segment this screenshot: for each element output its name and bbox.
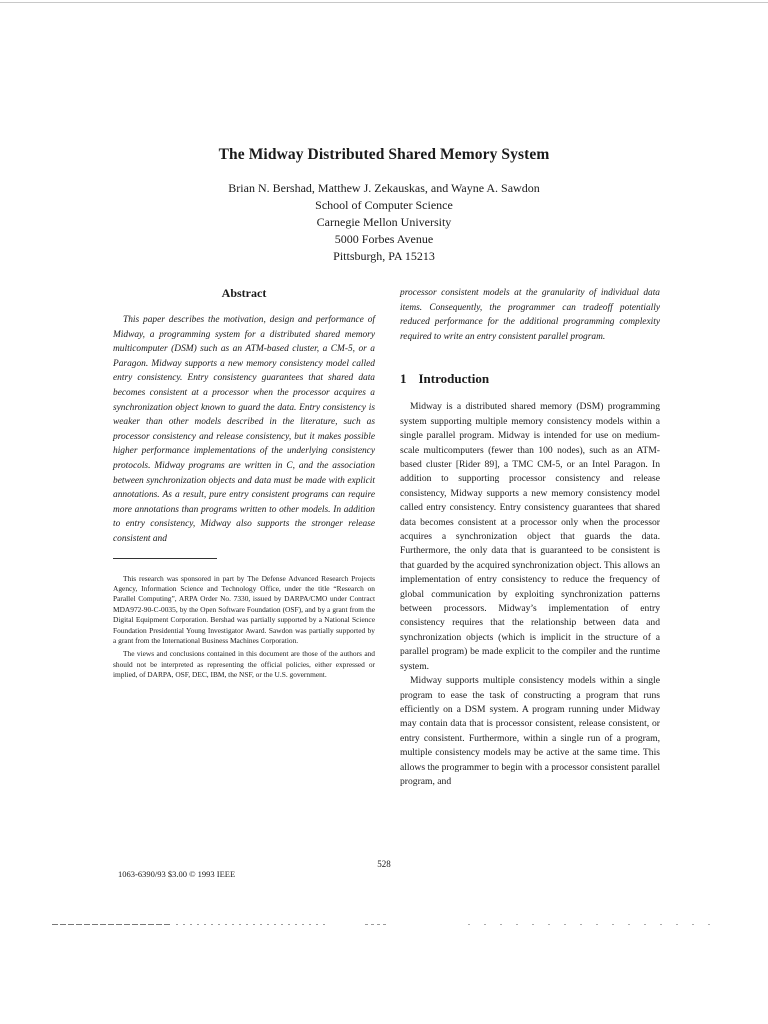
scan-artifact-line: [468, 924, 718, 925]
right-column: [400, 286, 660, 789]
abstract-text: This paper describes the motivation, design and performance of Midway, a programming system for a distributed shared memory multicomputer (DSM) such as an ATM-based cluster, a CM-5, or a Paragon. Midway supports a new memory consistency model called entry consistency. Entry consistency guarantees that shared data becomes consistent at a processor when the processor acquires a synchronization object known to guard the data. Entry consistency is weaker than other models described in the literature, such as processor consistency and release consistency, but it makes possible higher performance implementations of the underlying consistency protocols. Midway programs are written in C, and the association between synchronization objects and data must be made with explicit annotations. As a result, pure entry consistent programs can require more annotations than programs written to other models. In addition to entry consistency, Midway also supports the stronger release consistent and: [113, 315, 375, 544]
scan-artifact-line: [52, 924, 172, 925]
affiliation-line: School of Computer Science: [315, 198, 453, 212]
intro-paragraph: Midway supports multiple consistency models within a single program to ease the task of constructing a program that runs efficiently on a DSM system. A program running under Midway may contain data that is processor consistent, release consistent, or entry consistent. Furthermore, within a single run of a program, multiple consistency models may be active at the same time. This allows the programmer to begin with a processor consistent parallel program, and: [400, 675, 660, 787]
scan-artifact-line: [176, 924, 326, 925]
section-heading-introduction: [400, 371, 660, 387]
scan-artifact-line: [365, 924, 389, 925]
abstract-continuation: processor consistent models at the granularity of individual data items. Consequently, the programmer can tradeoff potentially reduced performance for the additional programming complexity required to write an entry consistent parallel program.: [400, 288, 660, 342]
intro-paragraph: Midway is a distributed shared memory (DSM) programming system supporting multiple memory consistency models within a single parallel program. Midway is intended for use on medium-scale multicomputers (fewer than 100 nodes), such as an ATM-based cluster [Rider 89], a TMC CM-5, or an Intel Paragon. In addition to supporting processor consistency and release consistency, Midway supports a new memory consistency model called entry consistency. Entry consistency guarantees that shared data becomes consistent at a processor only when the processor acquires a synchronization object that guards the data. Furthermore, the only data that is guaranteed to be consistent is that guarded by the acquired synchronization object. This allows an implementation of entry consistency to reduce the frequency of global communication by exploiting synchronization patterns between processors. Midway’s implementation of entry consistency requires that the relationship between data and synchronization objects (which is implicit in the structure of a parallel program) be made explicit to the compiler and the runtime system.: [400, 401, 660, 672]
scan-top-rule: [0, 2, 768, 3]
left-column: [113, 286, 375, 684]
footnote-divider: [113, 558, 217, 559]
abstract-heading: Abstract: [221, 286, 267, 300]
footnote-disclaimer: The views and conclusions contained in this document are those of the authors and should not be interpreted as representing the official policies, either expressed or implied, of DARPA, OSF, DEC, IBM, the NSF, or the U.S. government.: [113, 649, 375, 680]
footnote-funding: This research was sponsored in part by The Defense Advanced Research Projects Agency, Information Science and Technology Office, under the title “Research on Parallel Computing”, ARPA Order No. 7330, issued by DARPA/CMO under Contract MDA972-90-C-0035, by the Open Software Foundation (OSF), and by a grant from the Digital Equipment Corporation. Bershad was partially supported by a National Science Foundation Presidential Young Investigator Award. Sawdon was partially supported by a grant from the International Business Machines Corporation.: [113, 573, 375, 645]
affiliation-line: Carnegie Mellon University: [316, 215, 452, 229]
paper-title: The Midway Distributed Shared Memory System: [218, 146, 550, 163]
author-block: [0, 180, 768, 265]
author-names: Brian N. Bershad, Matthew J. Zekauskas, and Wayne A. Sawdon: [228, 181, 540, 195]
copyright-notice: 1063-6390/93 $3.00 © 1993 IEEE: [118, 869, 236, 879]
affiliation-line: Pittsburgh, PA 15213: [333, 249, 435, 263]
affiliation-line: 5000 Forbes Avenue: [334, 232, 434, 246]
page-number: 528: [377, 859, 391, 869]
section-number: 1: [400, 371, 407, 387]
section-title: Introduction: [418, 371, 490, 387]
